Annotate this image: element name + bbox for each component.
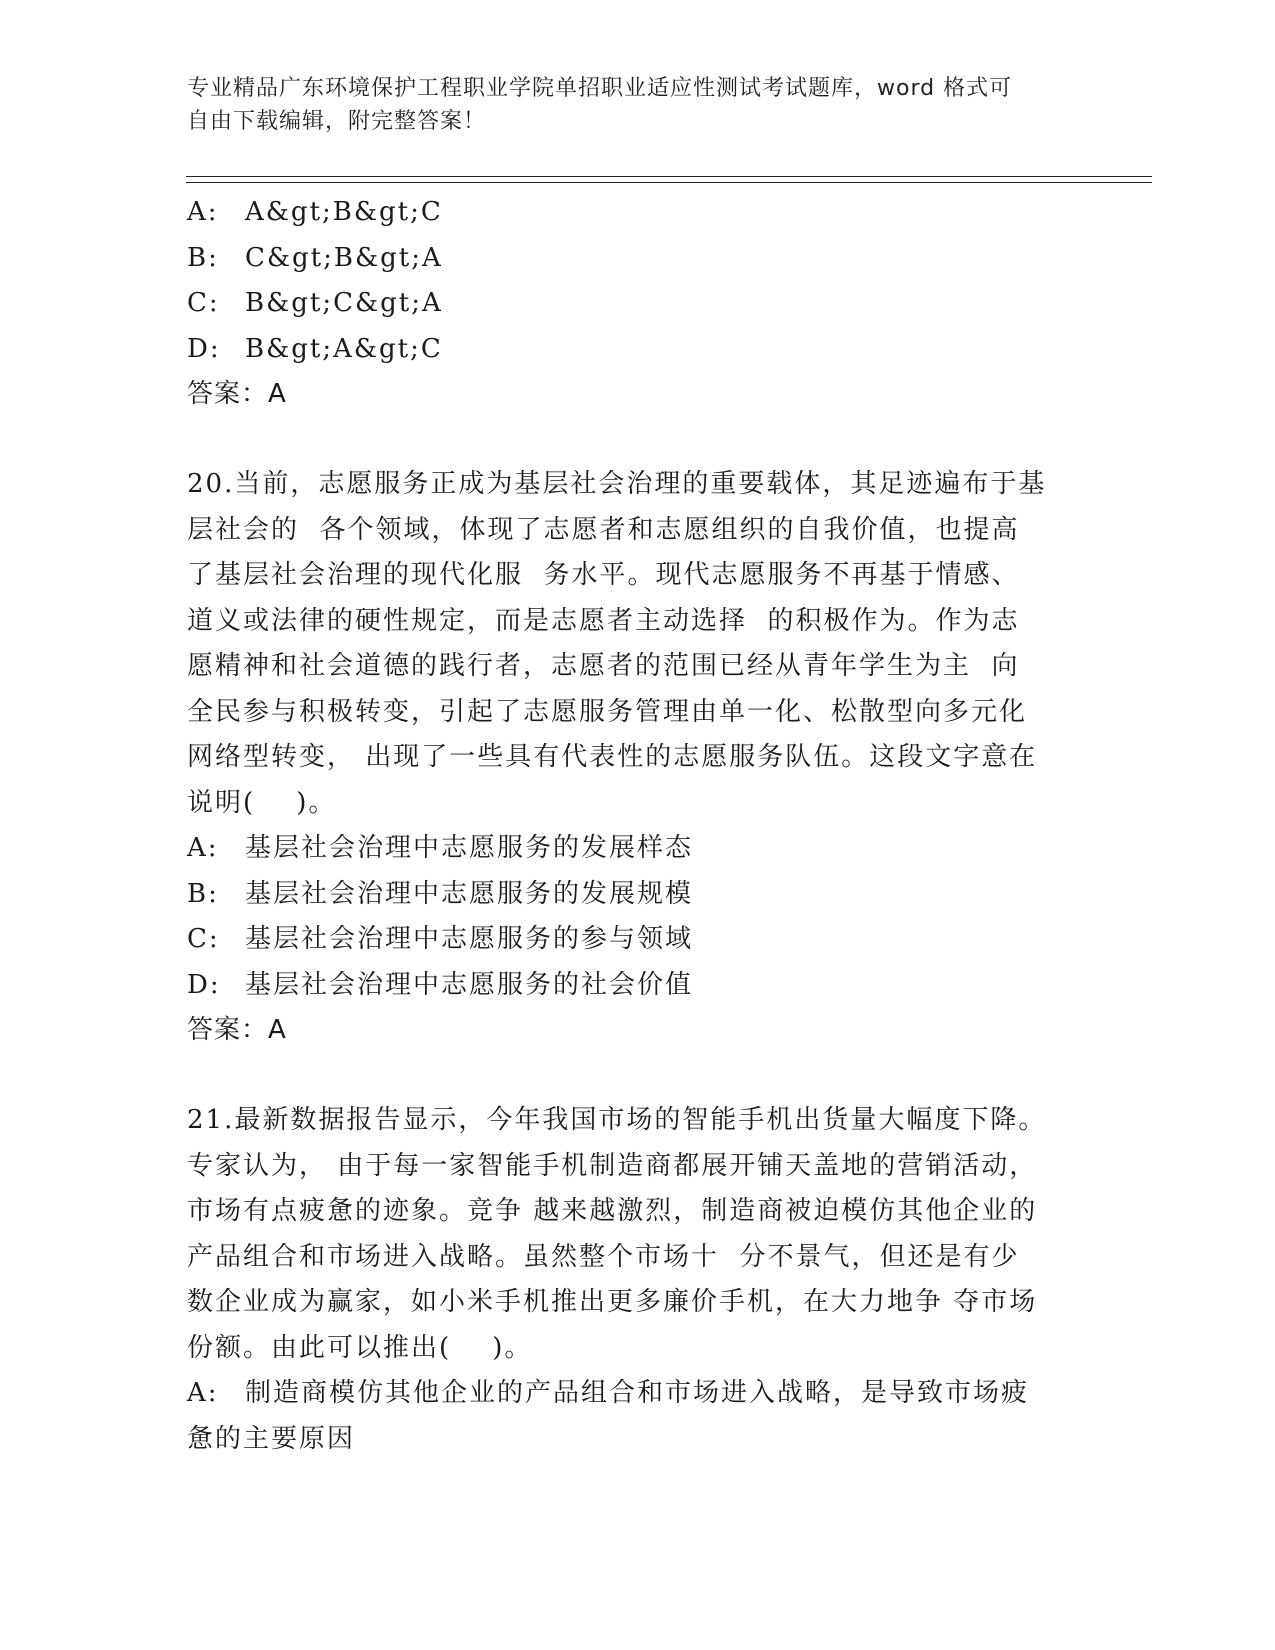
option-continuation: 惫的主要原因 [187, 1423, 356, 1454]
option-letter: D: [187, 969, 221, 1000]
option-text: 基层社会治理中志愿服务的发展样态 [245, 833, 694, 863]
question-text-line: 数企业成为赢家，如小米手机推出更多廉价手机，在大力地争 夺市场 [187, 1287, 1038, 1317]
question-text-line: 了基层社会治理的现代化服 务水平。现代志愿服务不再基于情感、 [187, 560, 1020, 590]
header-divider-bottom [186, 182, 1152, 183]
question-text-line: 道义或法律的硬性规定，而是志愿者主动选择 的积极作为。作为志 [187, 605, 1020, 636]
header-divider-top [186, 176, 1152, 177]
option-text: A&gt;B&gt;C [245, 197, 443, 227]
question-text-line: 20.当前，志愿服务正成为基层社会治理的重要载体，其足迹遍布于基 [187, 469, 1047, 499]
answer-line: 答案：A [187, 1015, 287, 1045]
option-text: 基层社会治理中志愿服务的发展规模 [245, 878, 694, 909]
question-text-line: 全民参与积极转变，引起了志愿服务管理由单一化、松散型向多元化 [187, 696, 1028, 727]
header-line-1: 专业精品广东环境保护工程职业学院单招职业适应性测试考试题库，word 格式可 [187, 76, 1013, 101]
question-19 [187, 190, 1067, 417]
question-text-line: 专家认为， 由于每一家智能手机制造商都展开铺天盖地的营销活动， [187, 1150, 1038, 1181]
option-a [187, 190, 1067, 236]
option-c [187, 917, 1067, 963]
spacer [187, 417, 1067, 462]
spacer [187, 1053, 1067, 1098]
question-text-line: 愿精神和社会道德的践行者，志愿者的范围已经从青年学生为主 向 [187, 651, 1020, 681]
option-c [187, 281, 1067, 327]
question-text-line: 份额。由此可以推出( )。 [187, 1332, 533, 1363]
answer-line: 答案：A [187, 379, 287, 409]
question-21 [187, 1098, 1067, 1462]
option-d [187, 327, 1067, 373]
option-text: 基层社会治理中志愿服务的参与领域 [245, 924, 694, 954]
page-header [187, 72, 1067, 138]
question-content [187, 190, 1067, 1462]
option-text: C&gt;B&gt;A [245, 242, 443, 273]
option-b [187, 236, 1067, 282]
option-letter: D: [187, 333, 221, 364]
option-letter: A: [187, 833, 219, 863]
question-20 [187, 462, 1067, 1053]
question-text-line: 层社会的 各个领域，体现了志愿者和志愿组织的自我价值，也提高 [187, 514, 1020, 545]
option-a [187, 1371, 1067, 1417]
option-letter: A: [187, 1378, 219, 1408]
option-letter: A: [187, 197, 219, 227]
option-a [187, 826, 1067, 872]
header-line-2: 自由下载编辑，附完整答案！ [187, 109, 487, 134]
option-letter: B: [187, 242, 219, 273]
option-text: 基层社会治理中志愿服务的社会价值 [245, 969, 694, 1000]
option-b [187, 872, 1067, 918]
question-text-line: 网络型转变， 出现了一些具有代表性的志愿服务队伍。这段文字意在 [187, 742, 1038, 772]
option-text: 制造商模仿其他企业的产品组合和市场进入战略，是导致市场疲 [245, 1378, 1030, 1408]
question-text-line: 产品组合和市场进入战略。虽然整个市场十 分不景气，但还是有少 [187, 1241, 1020, 1272]
option-letter: B: [187, 878, 219, 909]
option-text: B&gt;C&gt;A [245, 288, 443, 318]
question-text-line: 说明( )。 [187, 787, 337, 818]
option-letter: C: [187, 288, 220, 318]
option-text: B&gt;A&gt;C [245, 333, 443, 364]
option-letter: C: [187, 924, 220, 954]
question-text-line: 市场有点疲惫的迹象。竞争 越来越激烈，制造商被迫模仿其他企业的 [187, 1196, 1038, 1226]
question-text-line: 21.最新数据报告显示，今年我国市场的智能手机出货量大幅度下降。 [187, 1105, 1047, 1135]
option-d [187, 963, 1067, 1009]
